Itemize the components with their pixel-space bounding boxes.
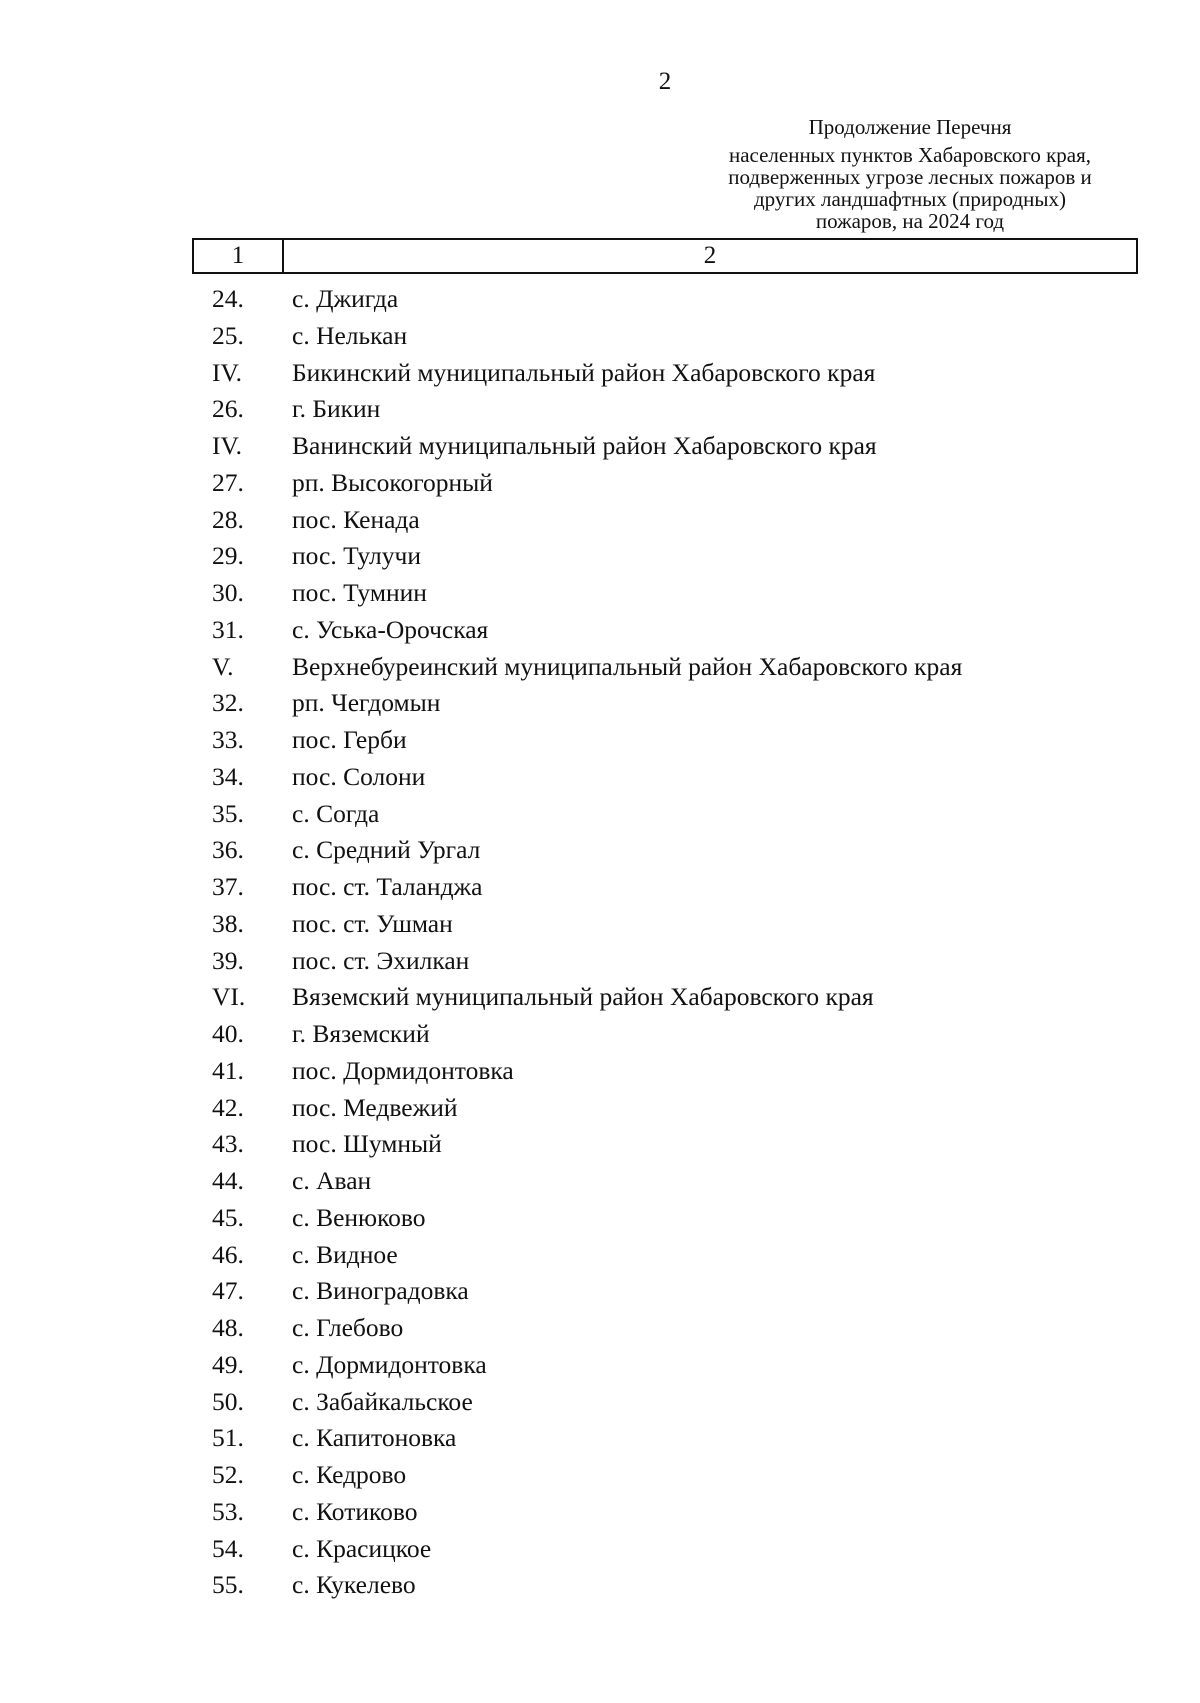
item-number: 27. [212, 468, 244, 497]
table-header-col-number: 1 [194, 240, 284, 272]
document-caption [690, 116, 1130, 232]
item-number: V. [212, 652, 234, 681]
item-name: с. Кукелево [292, 1570, 416, 1599]
item-name: пос. Медвежий [292, 1093, 458, 1122]
item-number: 46. [212, 1240, 244, 1269]
item-name: с. Котиково [292, 1497, 418, 1526]
item-name: пос. ст. Ушман [292, 909, 453, 938]
item-number: 36. [212, 835, 244, 864]
item-number: 39. [212, 946, 244, 975]
table-header-col-name: 2 [703, 242, 717, 269]
item-number: 30. [212, 578, 244, 607]
item-name: пос. Тулучи [292, 541, 421, 570]
table-header [192, 238, 1138, 274]
item-number: 28. [212, 505, 244, 534]
item-number: 24. [212, 284, 244, 313]
item-number: 29. [212, 541, 244, 570]
item-name: г. Бикин [292, 394, 381, 423]
item-number: 40. [212, 1019, 244, 1048]
item-name: с. Глебово [292, 1313, 404, 1342]
item-name: с. Аван [292, 1166, 372, 1195]
item-name: с. Джигда [292, 284, 399, 313]
caption-line: населенных пунктов Хабаровского края, [728, 143, 1092, 167]
item-number: IV. [212, 431, 242, 460]
item-name: пос. Тумнин [292, 578, 427, 607]
item-name: рп. Высокогорный [292, 468, 493, 497]
item-number: 35. [212, 799, 244, 828]
item-name: пос. ст. Таланджа [292, 872, 483, 901]
item-number: 34. [212, 762, 244, 791]
item-number: 48. [212, 1313, 244, 1342]
item-name: с. Красицкое [292, 1534, 432, 1563]
item-name: рп. Чегдомын [292, 688, 441, 717]
item-name: с. Согда [292, 799, 380, 828]
item-name: Вяземский муниципальный район Хабаровского края [292, 982, 874, 1011]
item-number: 44. [212, 1166, 244, 1195]
item-number: 32. [212, 688, 244, 717]
item-number: 49. [212, 1350, 244, 1379]
item-number: 45. [212, 1203, 244, 1232]
item-number: 51. [212, 1423, 244, 1452]
item-name: с. Дормидонтовка [292, 1350, 487, 1379]
item-number: 53. [212, 1497, 244, 1526]
item-number: 31. [212, 615, 244, 644]
item-name: с. Нелькан [292, 321, 408, 350]
item-name: Ванинский муниципальный район Хабаровского края [292, 431, 877, 460]
item-name: пос. Шумный [292, 1129, 442, 1158]
item-number: 50. [212, 1387, 244, 1416]
item-number: 47. [212, 1276, 244, 1305]
item-number: 42. [212, 1093, 244, 1122]
item-name: Бикинский муниципальный район Хабаровского края [292, 358, 876, 387]
item-number: 52. [212, 1460, 244, 1489]
item-name: с. Кедрово [292, 1460, 407, 1489]
item-name: пос. ст. Эхилкан [292, 946, 470, 975]
item-name: с. Венюково [292, 1203, 426, 1232]
caption-line: подверженных угрозе лесных пожаров и [728, 165, 1092, 189]
item-name: с. Забайкальское [292, 1387, 473, 1416]
item-name: пос. Кенада [292, 505, 420, 534]
item-name: с. Видное [292, 1240, 398, 1269]
caption-line: других ландшафтных (природных) [754, 187, 1066, 211]
item-number: 38. [212, 909, 244, 938]
item-number: 37. [212, 872, 244, 901]
item-number: 26. [212, 394, 244, 423]
item-name: с. Средний Ургал [292, 835, 481, 864]
item-name: с. Уська-Орочская [292, 615, 489, 644]
caption-line: Продолжение Перечня [808, 115, 1012, 139]
item-name: с. Капитоновка [292, 1423, 457, 1452]
item-number: 54. [212, 1534, 244, 1563]
item-name: пос. Солони [292, 762, 426, 791]
item-name: пос. Дормидонтовка [292, 1056, 514, 1085]
item-name: г. Вяземский [292, 1019, 430, 1048]
page-number: 2 [658, 68, 672, 95]
item-number: 25. [212, 321, 244, 350]
item-number: VI. [212, 982, 246, 1011]
item-number: 55. [212, 1570, 244, 1599]
item-name: пос. Герби [292, 725, 407, 754]
item-number: 43. [212, 1129, 244, 1158]
item-number: IV. [212, 358, 242, 387]
item-name: с. Виноградовка [292, 1276, 469, 1305]
item-name: Верхнебуреинский муниципальный район Хабаровского края [292, 652, 963, 681]
item-number: 41. [212, 1056, 244, 1085]
item-number: 33. [212, 725, 244, 754]
caption-line: пожаров, на 2024 год [815, 209, 1005, 233]
